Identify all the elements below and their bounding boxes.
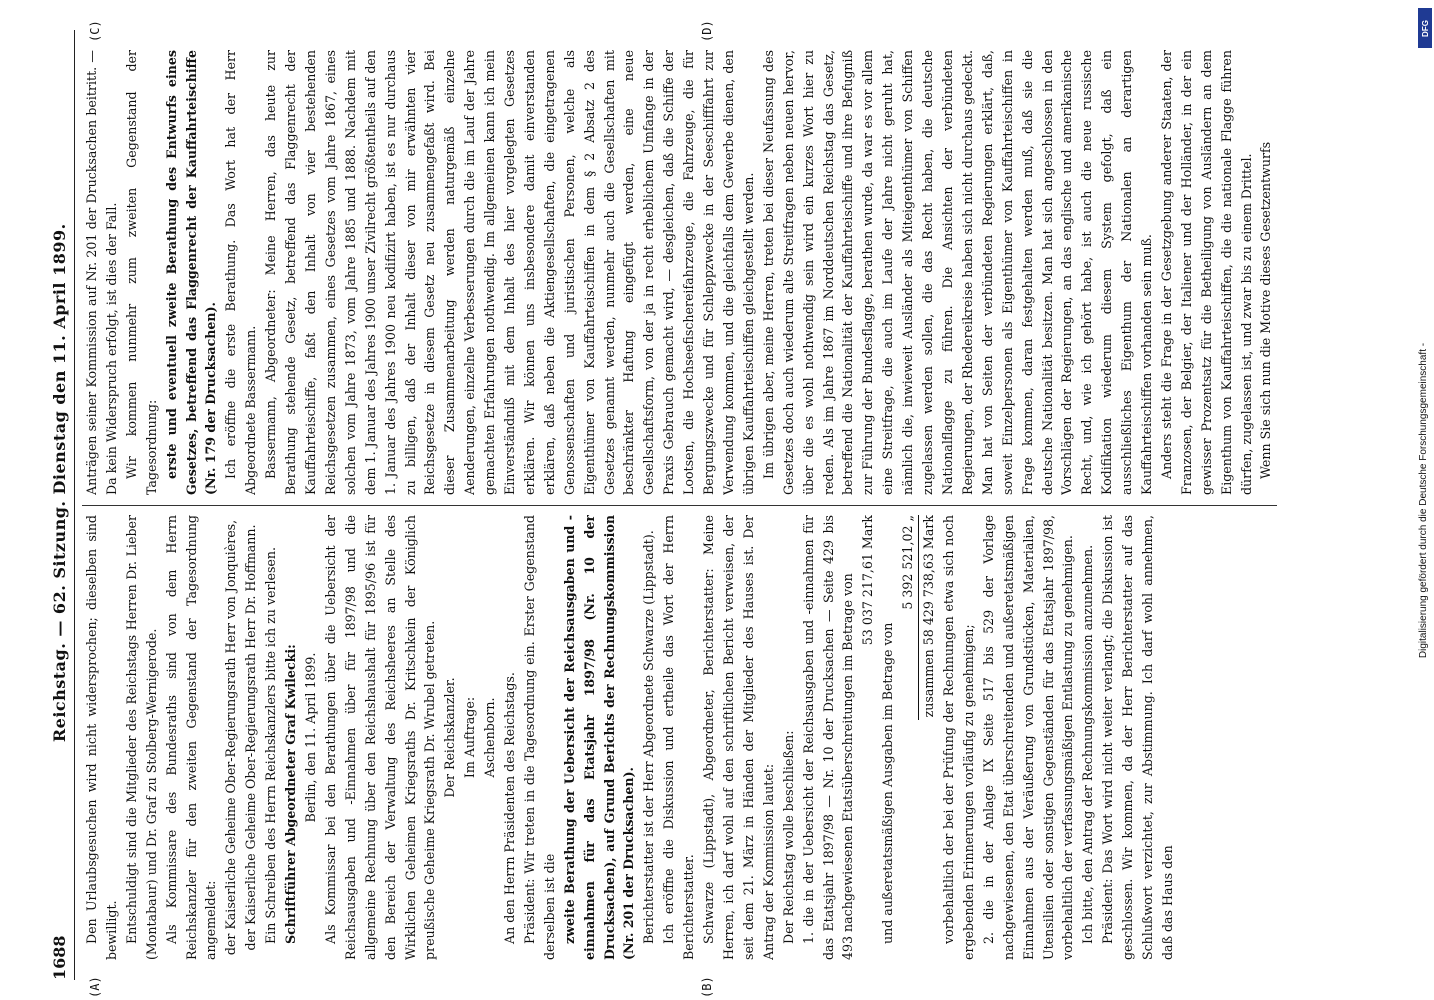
paragraph: Ich eröffne die Diskussion und ertheile das Wort der Herrn Berichterstatter. — [661, 515, 697, 960]
letter-signature: Im Auftrage: — [462, 696, 478, 779]
running-head — [50, 30, 72, 980]
paragraph: 1. die in der Uebersicht der Reichsausgaben und -einnahmen für das Etatsjahr 1897/98 — Nr. 10 der Drucksachen — Seite 429 bis 493 nachgewiesenen Etatsüberschreitungen im Betrage von — [800, 515, 856, 960]
paragraph: 2. die in der Anlage IX Seite 517 bis 529 der Vorlage nachgewiesenen, den Etat überschreitenden und außeretatsmäßigen Einnahmen aus der Veräußerung von Grundstücken, Materialien, Utensilien oder sonstigen Gegenständen für das Etatsjahr 1897/98, vorbehaltlich der verfassungsmäßigen Entlastung zu genehmigen. — [980, 515, 1076, 960]
paragraph: der Kaiserliche Geheime Ober-Regierungsrath Herr Dr. Hoffmann. — [243, 524, 259, 951]
paragraph: Den Urlaubsgesuchen wird nicht widersprochen; dieselben sind bewilligt. — [84, 515, 119, 960]
margin-marker-a: (A) — [88, 976, 102, 998]
paragraph: und außeretatsmäßigen Ausgaben im Betrage von — [880, 622, 896, 944]
paragraph: vorbehaltlich der bei der Prüfung der Rechnungen etwa sich noch ergebenden Erinnerungen vorläufig zu genehmigen; — [940, 515, 976, 960]
paragraph: Als Kommissare des Bundesraths sind von dem Herrn Reichskanzler für den zweiten Gegenstand der Tagesordnung angemeldet: — [163, 515, 219, 960]
digitization-credit: Digitalisierung gefördert durch die Deutsche Forschungsgemeinschaft - — [1418, 342, 1430, 658]
header-rule — [74, 30, 75, 980]
amount: 5 392 521,02 „ — [900, 515, 916, 610]
letter-signature: Aschenborn. — [482, 697, 498, 778]
speaker-line: Schriftführer Abgeordneter Graf Kwilecki: — [283, 644, 299, 944]
paragraph: Der Reichstag wolle beschließen: — [780, 730, 796, 944]
paragraph: Wenn Sie sich nun die Motive dieses Gesetzentwurfs — [1258, 141, 1274, 479]
paragraph: An den Herrn Präsidenten des Reichstags. — [502, 672, 518, 944]
letter-signature: Der Reichskanzler. — [442, 677, 458, 798]
paragraph: Als Kommissar bei den Berathungen über die Uebersicht der Reichsausgaben und -Einnahmen über für 1897/98 und die allgemeine Rechnung über den Reichshaushalt für 1895/96 ist für den Bereich der Verwaltung des Reichsheeres an Stelle des Wirklichen Geheimen Kriegsraths Dr. Kritschkein der Königlich preußische Geheime Kriegsrath Dr. Wrubel getreten. — [322, 515, 438, 960]
paragraph: Schwarze (Lippstadt), Abgeordneter, Berichterstatter: Meine Herren, ich darf wohl auf den schriftlichen Bericht verweisen, der seit dem 21. März in Händen der Mitglieder des Hauses ist. Der Antrag der Kommission lautet: — [701, 515, 776, 960]
paragraph: Anders steht die Frage in der Gesetzgebung anderer Staaten, der Franzosen, der Belgier, der Italiener und der Holländer, in der ein gewisser Prozentsatz für die Betheiligung von Ausländern an dem Eigenthum von Kauffahrteischiffen, die die nationale Flagge führen dürfen, zugelassen ist, und zwar bis zu einem Drittel. — [1158, 50, 1254, 495]
paragraph: Im übrigen aber, meine Herren, treten bei dieser Neufassung des Gesetzes doch auch wiederum alte Streitfragen neben neuen hervor, über die es wohl nothwendig sein wird ein kurzes Wort hier zu reden. Als im Jahre 1867 im Norddeutschen Reichstag das Gesetz, betreffend die Nationalität der Kauffahrteischiffe und ihre Befugniß zur Führung der Bundesflagge, berathen wurde, da war es vor allem eine Streitfrage, die auch im Laufe der Jahre nicht geruht hat, nämlich die, inwieweit Ausländer als Miteigenthümer von Schiffen zugelassen werden sollen, die das Recht haben, die deutsche Nationalflagge zu führen. Die Ansichten der verbündeten Regierungen, der Rhedereikreise haben sich nicht durchaus gedeckt. Man hat von Seiten der verbündeten Regierungen erklärt, daß, soweit Einzelpersonen als Eigenthümer von Kauffahrteischiffen in Frage kommen, daran festgehalten werden muß, daß sie die deutsche Nationalität besitzen. Man hat sich angeschlossen in den Vorschlägen der Regierungen, an das englische und amerikanische Recht, und, wie ich gehört habe, ist auch die neue russische Kodifikation wiederum diesem System gefolgt, daß ein ausschließliches Eigenthum der Nationalen an derartigen Kauffahrteischiffen vorhanden sein muß. — [760, 50, 1155, 495]
paragraph: Präsident: Das Wort wird nicht weiter verlangt; die Diskussion ist geschlossen. Wir kommen, da der Herr Berichterstatter auf das Schlußwort verzichtet, zur Abstimmung. Ich darf wohl annehmen, daß das Haus den — [1100, 515, 1175, 960]
column-rule — [82, 505, 1277, 506]
paragraph: Wir kommen nunmehr zum zweiten Gegenstand der Tagesordnung: — [123, 50, 159, 495]
paragraph: Berichterstatter ist der Herr Abgeordnete Schwarze (Lippstadt). — [641, 530, 657, 944]
dfg-logo: DFG — [1418, 8, 1432, 48]
paragraph: Ich bitte, den Antrag der Rechnungskommission anzunehmen. — [1080, 544, 1096, 944]
page-header-title: Reichstag. — 62. Sitzung. Dienstag den 11. April 1899. — [50, 223, 69, 743]
margin-marker-c: (C) — [88, 20, 102, 42]
margin-marker-b: (B) — [700, 976, 714, 998]
page-number: 1688 — [50, 935, 69, 980]
paragraph: Entschuldigt sind die Mitglieder des Reichstags Herren Dr. Lieber (Montabaur) und Dr. Graf zu Stolberg-Wernigerode. — [123, 515, 159, 960]
letter-date: Berlin, den 11. April 1899. — [302, 652, 318, 823]
paragraph: Ein Schreiben des Herrn Reichskanzlers bitte ich zu verlesen. — [263, 547, 279, 944]
agenda-item: erste und eventuell zweite Berathung des Entwurfs eines Gesetzes, betreffend das Flaggenrecht der Kauffahrteischiffe (Nr. 179 der Drucksachen). — [163, 50, 219, 495]
total-amount: zusammen 58 429 738,63 Mark — [921, 515, 937, 718]
paragraph: Anträgen seiner Kommission auf Nr. 201 der Drucksachen beitritt. — Da kein Widerspruch erfolgt, ist dies der Fall. — [84, 50, 119, 495]
margin-marker-d: (D) — [700, 20, 714, 42]
paragraph: Ich eröffne die erste Berathung. Das Wort hat der Herr Abgeordnete Bassermann. — [223, 50, 259, 495]
left-column — [82, 515, 1277, 960]
agenda-item: zweite Berathung der Uebersicht der Reichsausgaben und -einnahmen für das Etatsjahr 1897/98 (Nr. 10 der Drucksachen), auf Grund Berichts der Rechnungskommission (Nr. 201 der Drucksachen). — [561, 515, 637, 960]
paragraph: Präsident: Wir treten in die Tagesordnung ein. Erster Gegenstand derselben ist die — [521, 515, 557, 960]
paragraph: der Kaiserliche Geheime Ober-Regierungsrath Herr von Jonquières, — [223, 519, 239, 956]
amount: 53 037 217,61 Mark — [860, 515, 876, 646]
right-column — [82, 50, 1277, 495]
paragraph: Bassermann, Abgeordneter: Meine Herren, das heute zur Berathung stehende Gesetz, betreffend das Flaggenrecht der Kauffahrteischiffe, faßt den Inhalt von vier bestehenden Reichsgesetzen zusammen, eines Gesetzes vom Jahre 1867, eines solchen vom Jahre 1873, vom Jahre 1885 und 1888. Nachdem mit dem 1. Januar des Jahres 1900 unser Zivilrecht größtentheils auf den 1. Januar des Jahres 1900 neu kodifizirt haben, ist es nur durchaus zu billigen, daß der Inhalt dieser von mir erwähnten vier Reichsgesetze in diesem Gesetz neu zusammengefaßt wird. Bei dieser Zusammenarbeitung werden naturgemäß einzelne Aenderungen, einzelne Verbesserungen durch die im Lauf der Jahre gemachten Erfahrungen nothwendig. Im allgemeinen kann ich mein Einverständniß mit dem Inhalt des hier vorgelegten Gesetzes erklären. Wir können uns insbesondere damit einverstanden erklären, daß neben die Aktiengesellschaften, die eingetragenen Genossenschaften und juristischen Personen, welche als Eigenthümer von Kauffahrteischiffen in dem § 2 Absatz 2 des Gesetzes genannt werden, nunmehr auch die Gesellschaften mit beschränkter Haftung eingefügt werden, eine neue Gesellschaftsform, von der ja in recht erheblichem Umfange in der Praxis Gebrauch gemacht wird, — desgleichen, daß die Schiffe der Lootsen, die Hochseefischereifahrzeuge, die Fahrzeuge, die für Bergungszwecke und für Schleppzwecke in der Seeschifffahrt zur Verwendung kommen, und die gleichfalls dem Gewerbe dienen, den übrigen Kauffahrteischiffen gleichgestellt werden. — [263, 50, 756, 495]
